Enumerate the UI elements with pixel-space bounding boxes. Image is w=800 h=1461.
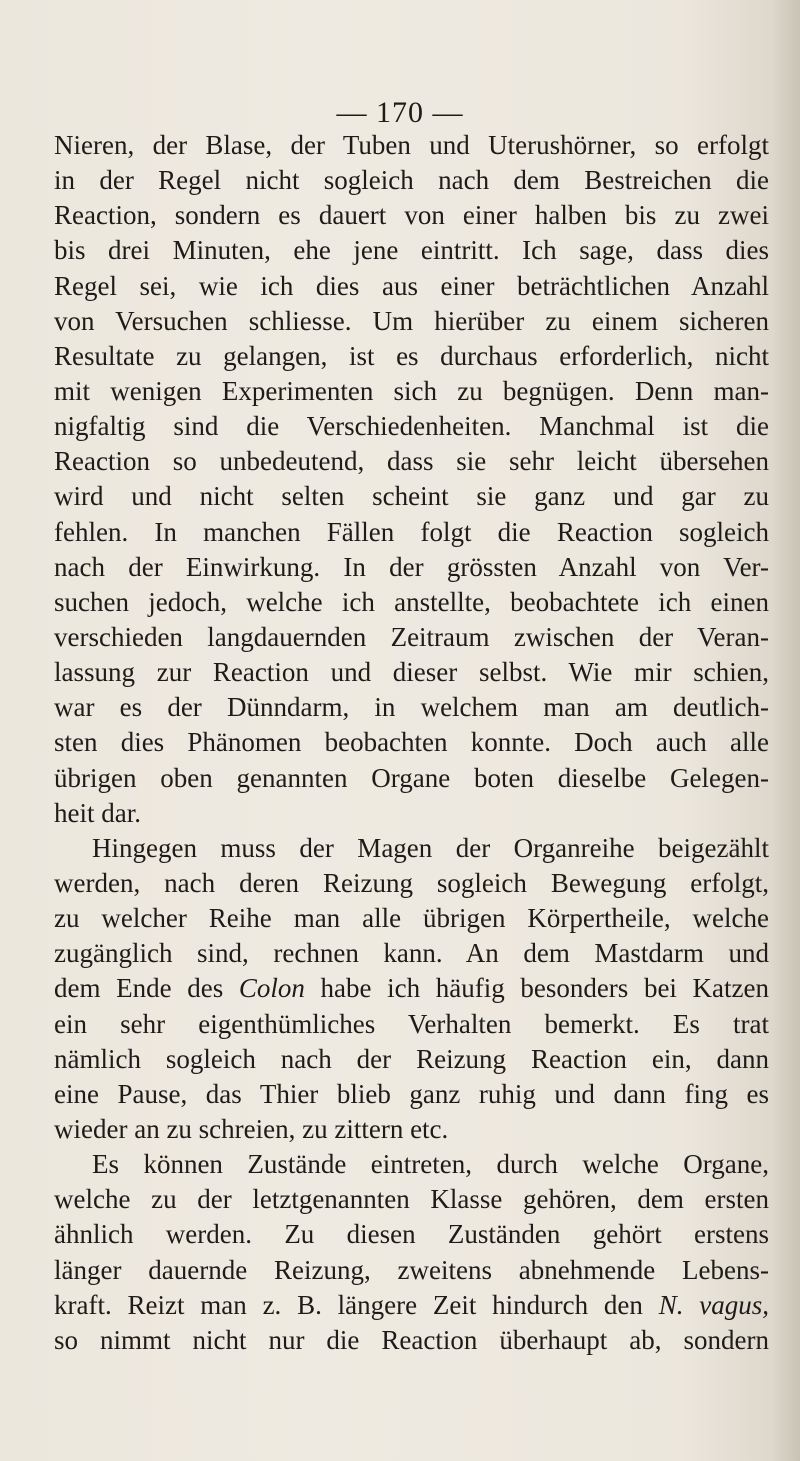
text-line: mit wenigen Experimenten sich zu begnügen. Denn man-: [54, 375, 769, 406]
text-line: sten dies Phänomen beobachten konnte. Doch auch alle: [54, 727, 769, 758]
text-line: fehlen. In manchen Fällen folgt die Reaction sogleich: [54, 516, 769, 547]
text-line: länger dauernde Reizung, zweitens abnehmende Lebens-: [54, 1254, 769, 1285]
text-line: so nimmt nicht nur die Reaction überhaupt ab, sondern: [54, 1324, 769, 1355]
text-line: Nieren, der Blase, der Tuben und Uterushörner, so erfolgt: [54, 130, 769, 160]
text-line: Es können Zustände eintreten, durch welche Organe,: [92, 1149, 769, 1180]
text-line: zu welcher Reihe man alle übrigen Körpertheile, welche: [54, 903, 769, 934]
text-line: ähnlich werden. Zu diesen Zuständen gehört erstens: [54, 1219, 769, 1250]
text-line: suchen jedoch, welche ich anstellte, beobachtete ich einen: [54, 586, 769, 617]
text-line: ein sehr eigenthümliches Verhalten bemerkt. Es trat: [54, 1008, 769, 1039]
text-line: war es der Dünndarm, in welchem man am deutlich-: [54, 692, 769, 723]
text-line: übrigen oben genannten Organe boten dieselbe Gelegen-: [54, 762, 769, 793]
text-line-with-italic: [54, 1288, 769, 1323]
text-line: welche zu der letztgenannten Klasse gehören, dem ersten: [54, 1184, 769, 1215]
text-line: zugänglich sind, rechnen kann. An dem Mastdarm und: [54, 938, 769, 969]
text-line: Regel sei, wie ich dies aus einer beträchtlichen Anzahl: [54, 270, 769, 301]
text-line: Resultate zu gelangen, ist es durchaus erforderlich, nicht: [54, 340, 769, 371]
page-number: — 170 —: [336, 96, 464, 129]
body-text: [54, 128, 769, 1358]
text-segment: habe ich häufig besonders bei Katzen: [304, 973, 770, 1004]
text-line: Reaction, sondern es dauert von einer halben bis zu zwei: [54, 200, 769, 231]
text-line: wird und nicht selten scheint sie ganz und gar zu: [54, 481, 769, 512]
text-line: bis drei Minuten, ehe jene eintritt. Ich sage, dass dies: [54, 235, 769, 266]
text-line: verschieden langdauernden Zeitraum zwischen der Veran-: [54, 621, 769, 652]
text-line: in der Regel nicht sogleich nach dem Bestreichen die: [54, 165, 769, 196]
text-line: wieder an zu schreien, zu zittern etc.: [54, 1113, 449, 1144]
text-line: werden, nach deren Reizung sogleich Bewegung erfolgt,: [54, 867, 769, 898]
text-line-with-italic: [54, 971, 769, 1006]
text-line: nach der Einwirkung. In der grössten Anzahl von Ver-: [54, 551, 769, 582]
text-segment: dem Ende des: [54, 973, 239, 1004]
text-line: Reaction so unbedeutend, dass sie sehr leicht übersehen: [54, 446, 769, 477]
text-line: nigfaltig sind die Verschiedenheiten. Manchmal ist die: [54, 411, 769, 442]
text-segment: kraft. Reizt man z. B. längere Zeit hindurch den: [54, 1289, 659, 1320]
text-line: von Versuchen schliesse. Um hierüber zu einem sicheren: [54, 305, 769, 336]
text-line: nämlich sogleich nach der Reizung Reaction ein, dann: [54, 1043, 769, 1074]
text-line: eine Pause, das Thier blieb ganz ruhig und dann fing es: [54, 1078, 769, 1109]
text-line: heit dar.: [54, 797, 141, 828]
italic-term: Colon: [238, 973, 305, 1004]
page-edge-shadow: [772, 0, 800, 1461]
text-line: Hingegen muss der Magen der Organreihe beigezählt: [92, 832, 769, 863]
italic-term: N. vagus,: [658, 1289, 770, 1320]
text-line: lassung zur Reaction und dieser selbst. Wie mir schien,: [54, 657, 769, 688]
